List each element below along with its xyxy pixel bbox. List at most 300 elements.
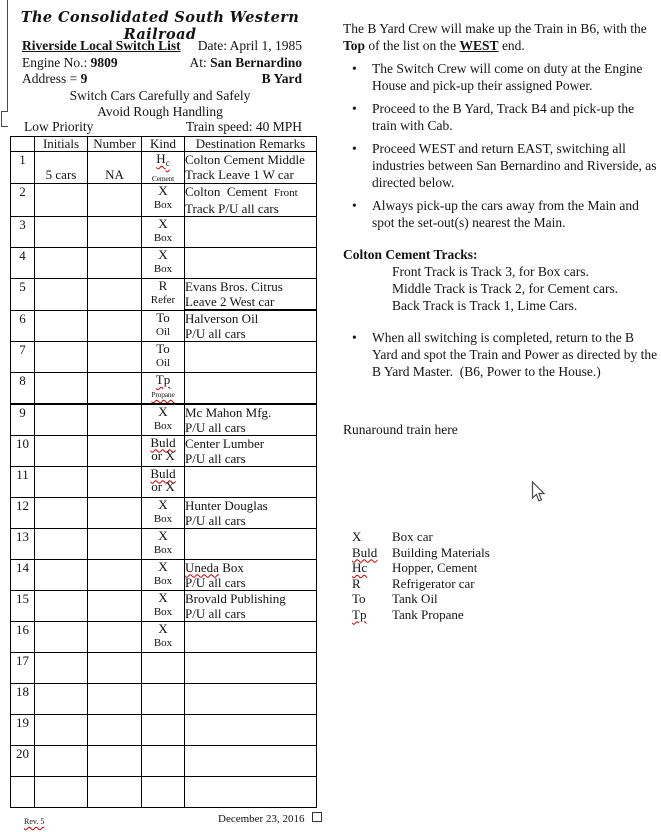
cell-kind xyxy=(142,373,185,404)
text-segment: H xyxy=(156,151,166,166)
destination-line xyxy=(185,591,316,606)
cell-destination xyxy=(185,497,317,528)
text-segment: Cement xyxy=(151,174,175,183)
colton-line: Front Track is Track 3, for Box cars. xyxy=(392,264,589,279)
text-segment: X xyxy=(158,621,168,636)
destination-line xyxy=(185,560,316,575)
text-segment: Colton Cement Middle xyxy=(185,152,305,167)
colton-lines xyxy=(343,263,659,314)
cell-line-number: 1 xyxy=(11,152,35,184)
column-header: Kind xyxy=(142,137,185,152)
legend-row xyxy=(352,576,490,592)
header-row-engine-at xyxy=(22,55,304,72)
text-segment: X xyxy=(158,497,168,512)
destination-line xyxy=(185,436,316,451)
text-segment: X xyxy=(158,559,168,574)
legend-code-cell xyxy=(352,529,392,545)
kind-line xyxy=(142,498,184,511)
cell-number xyxy=(88,373,142,404)
kind-line xyxy=(142,197,184,212)
cell-initials xyxy=(35,342,88,373)
cell-kind xyxy=(142,528,185,559)
cell-kind xyxy=(142,714,185,745)
kind-line xyxy=(142,560,184,573)
colton-line: Back Track is Track 1, Lime Cars. xyxy=(392,298,578,313)
table-row xyxy=(11,683,317,714)
destination-line xyxy=(185,326,316,341)
cell-line-number: 12 xyxy=(11,497,35,528)
kind-line xyxy=(142,279,184,292)
legend-label: Box car xyxy=(392,529,433,544)
runaround-note: Runaround train here xyxy=(343,422,458,437)
text-segment: X xyxy=(158,590,168,605)
legend-code: To xyxy=(352,591,366,606)
text-segment: To xyxy=(156,310,170,325)
cell-kind xyxy=(142,152,185,184)
cell-destination xyxy=(185,311,317,342)
text-segment: Buld xyxy=(150,466,176,481)
table-row xyxy=(11,217,317,248)
cell-initials xyxy=(35,745,88,776)
cell-destination xyxy=(185,590,317,621)
destination-line xyxy=(185,294,316,310)
text-segment: Box xyxy=(153,419,173,432)
cell-initials xyxy=(35,528,88,559)
cell-line-number: 3 xyxy=(11,217,35,248)
bullet-list xyxy=(343,60,659,231)
cell-kind xyxy=(142,497,185,528)
kind-line xyxy=(142,324,184,339)
kind-line xyxy=(142,449,184,462)
train-speed: Train speed: 40 MPH xyxy=(185,119,302,134)
cell-line-number: 7 xyxy=(11,342,35,373)
cell-destination xyxy=(185,652,317,683)
kind-line xyxy=(142,311,184,324)
table-row xyxy=(11,152,317,184)
small-square-marker xyxy=(312,812,322,822)
cell-destination xyxy=(185,184,317,217)
legend-label: Refrigerator car xyxy=(392,575,475,591)
cell-line-number: 5 xyxy=(11,279,35,311)
colton-heading: Colton Cement Tracks: xyxy=(343,247,478,262)
cell-destination xyxy=(185,714,317,745)
table-row xyxy=(11,497,317,528)
cell-number xyxy=(88,683,142,714)
text-segment: Box xyxy=(153,574,173,587)
date-line: Date: April 1, 1985 xyxy=(197,38,302,53)
kind-line xyxy=(142,405,184,418)
kind-line xyxy=(142,635,184,650)
cell-kind xyxy=(142,404,185,436)
text-segment: Track P/U all cars xyxy=(185,201,279,216)
kind-line xyxy=(142,152,184,170)
cell-initials xyxy=(35,311,88,342)
railroad-title: The Consolidated South Western Railroad xyxy=(20,9,300,43)
cell-number xyxy=(88,559,142,590)
cell-kind xyxy=(142,184,185,217)
kind-line xyxy=(142,591,184,604)
cell-line-number: 9 xyxy=(11,404,35,436)
mouse-cursor-icon xyxy=(531,481,546,508)
kind-line xyxy=(142,480,184,493)
cell-initials xyxy=(35,404,88,436)
cell-initials xyxy=(35,248,88,279)
text-segment: Front xyxy=(273,187,298,199)
text-segment: or X xyxy=(151,447,175,463)
text-segment: Box xyxy=(218,559,244,575)
text-segment: Refer xyxy=(150,294,176,306)
destination-line xyxy=(185,575,316,590)
cell-destination xyxy=(185,466,317,497)
text-segment: Box xyxy=(153,263,173,275)
legend-label: Hopper, Cement xyxy=(392,560,478,575)
bullet-item xyxy=(343,197,659,231)
cell-number xyxy=(88,435,142,466)
cell-kind xyxy=(142,248,185,279)
cell-initials xyxy=(35,683,88,714)
text-segment: Track Leave 1 W car xyxy=(185,167,294,182)
cell-line-number: 19 xyxy=(11,714,35,745)
cell-line-number: 2 xyxy=(11,184,35,217)
cell-kind xyxy=(142,652,185,683)
text-segment: Evans Bros. Citrus xyxy=(185,279,283,294)
bullet-marker: • xyxy=(352,101,357,116)
cell-line-number: 15 xyxy=(11,590,35,621)
header-row-priority-speed xyxy=(22,119,304,136)
yard-value: B Yard xyxy=(261,71,302,86)
cell-line-number xyxy=(11,776,35,807)
address-label: Address = xyxy=(22,71,78,86)
table-row xyxy=(11,184,317,217)
cell-destination xyxy=(185,279,317,311)
legend-code: Hc xyxy=(352,560,368,575)
legend-row xyxy=(352,560,490,576)
column-header: Destination Remarks xyxy=(185,137,317,152)
bullet-text: Proceed to the B Yard, Track B4 and pick-up the train with Cab. xyxy=(372,101,638,133)
bullet-item xyxy=(343,100,659,134)
text-segment: The B Yard Crew will make up the Train in B6, with the xyxy=(343,21,647,36)
kind-line xyxy=(142,604,184,619)
cell-kind xyxy=(142,466,185,497)
cell-line-number: 16 xyxy=(11,621,35,652)
final-bullet-item xyxy=(343,329,659,380)
cell-destination xyxy=(185,683,317,714)
cell-initials xyxy=(35,776,88,807)
table-row xyxy=(11,435,317,466)
text-segment: Center Lumber xyxy=(185,435,265,451)
cell-number xyxy=(88,217,142,248)
cell-kind xyxy=(142,559,185,590)
cell-line-number: 20 xyxy=(11,745,35,776)
cell-kind xyxy=(142,217,185,248)
cell-line-number: 13 xyxy=(11,528,35,559)
cell-number: NA xyxy=(88,152,142,184)
cell-kind xyxy=(142,311,185,342)
cell-line-number: 4 xyxy=(11,248,35,279)
cell-number xyxy=(88,776,142,807)
bullet-marker: • xyxy=(352,330,357,345)
cell-number xyxy=(88,311,142,342)
legend-row xyxy=(352,529,490,545)
cell-initials xyxy=(35,217,88,248)
margin-marker xyxy=(1,111,8,127)
column-header: Initials xyxy=(35,137,88,152)
cell-line-number: 11 xyxy=(11,466,35,497)
footer-date: December 23, 2016 xyxy=(218,813,305,825)
text-segment: Colton Cement xyxy=(185,184,274,199)
legend-code-cell xyxy=(352,607,392,623)
destination-line xyxy=(185,279,316,294)
text-segment: Halverson Oil xyxy=(185,311,259,326)
cell-kind xyxy=(142,342,185,373)
text-segment: To xyxy=(156,341,170,356)
text-segment: WEST xyxy=(459,38,499,53)
text-segment: Leave 2 West car xyxy=(185,294,316,310)
cell-kind xyxy=(142,621,185,652)
text-segment: Top xyxy=(343,38,366,53)
text-segment: Mc Mahon Mfg. xyxy=(185,404,272,420)
cell-kind xyxy=(142,279,185,311)
column-header: Number xyxy=(88,137,142,152)
cell-destination xyxy=(185,621,317,652)
legend-row xyxy=(352,591,490,607)
cell-destination xyxy=(185,745,317,776)
legend-row xyxy=(352,545,490,561)
cell-kind xyxy=(142,745,185,776)
cell-number xyxy=(88,184,142,217)
text-segment: Box xyxy=(153,543,173,556)
table-row xyxy=(11,621,317,652)
switch-list-table xyxy=(10,136,317,808)
legend-code: Tp xyxy=(352,606,367,622)
text-segment: X xyxy=(158,216,168,231)
cell-initials xyxy=(35,714,88,745)
table-row xyxy=(11,559,317,590)
instructions-panel xyxy=(343,20,659,438)
legend-code-cell xyxy=(352,591,392,607)
address-line xyxy=(22,71,87,87)
table-row xyxy=(11,404,317,436)
kind-line xyxy=(142,217,184,230)
destination-line xyxy=(185,152,316,167)
text-segment: Box xyxy=(153,199,173,211)
text-segment: Box xyxy=(153,605,173,618)
destination-line xyxy=(185,405,316,420)
kind-line xyxy=(142,342,184,355)
table-row xyxy=(11,311,317,342)
cell-destination xyxy=(185,248,317,279)
destination-line xyxy=(185,606,316,621)
kind-line xyxy=(142,230,184,245)
text-segment: Hunter Douglas xyxy=(185,497,268,513)
table-row xyxy=(11,466,317,497)
cell-number xyxy=(88,342,142,373)
legend-row xyxy=(352,607,490,623)
address-value: 9 xyxy=(80,71,88,86)
cell-initials xyxy=(35,559,88,590)
cell-line-number: 14 xyxy=(11,559,35,590)
bullet-text: Always pick-up the cars away from the Main and spot the set-out(s) nearest the Main. xyxy=(372,198,643,230)
cell-destination xyxy=(185,776,317,807)
cell-destination xyxy=(185,528,317,559)
text-segment: Buld xyxy=(150,435,176,450)
table-row xyxy=(11,279,317,311)
legend-label: Tank Propane xyxy=(392,606,464,622)
bullet-marker: • xyxy=(352,61,357,76)
bullet-marker: • xyxy=(352,198,357,213)
car-type-legend xyxy=(352,529,490,622)
destination-line xyxy=(185,201,316,216)
switch-table-body xyxy=(11,152,317,808)
cell-initials xyxy=(35,373,88,404)
legend-code: R xyxy=(352,575,361,591)
kind-line xyxy=(142,261,184,276)
destination-line xyxy=(185,184,316,201)
kind-line xyxy=(142,170,184,183)
text-segment: P/U all cars xyxy=(185,450,246,466)
cell-initials xyxy=(35,466,88,497)
cell-initials xyxy=(35,279,88,311)
kind-line xyxy=(142,248,184,261)
text-segment: Box xyxy=(153,636,173,649)
text-segment: X xyxy=(158,528,168,543)
kind-line xyxy=(142,511,184,526)
switch-table-head xyxy=(11,137,317,152)
intro-paragraph xyxy=(343,20,659,54)
destination-line xyxy=(185,420,316,435)
cell-initials xyxy=(35,435,88,466)
cell-number xyxy=(88,652,142,683)
kind-line xyxy=(142,373,184,386)
cell-number xyxy=(88,466,142,497)
text-segment: Box xyxy=(153,512,173,525)
legend-code-cell xyxy=(352,560,392,576)
text-segment: P/U all cars xyxy=(185,326,246,341)
cell-line-number: 10 xyxy=(11,435,35,466)
cell-number xyxy=(88,404,142,436)
kind-line xyxy=(142,386,184,399)
cell-kind xyxy=(142,590,185,621)
cell-number xyxy=(88,248,142,279)
table-row xyxy=(11,248,317,279)
priority-label: Low Priority xyxy=(24,119,94,134)
text-segment: end. xyxy=(498,38,525,53)
text-segment: X xyxy=(158,247,168,262)
table-row xyxy=(11,342,317,373)
bullet-item xyxy=(343,140,659,191)
cell-destination xyxy=(185,373,317,404)
cell-number xyxy=(88,497,142,528)
destination-line xyxy=(185,167,316,182)
cell-kind xyxy=(142,435,185,466)
colton-line: Middle Track is Track 2, for Cement cars. xyxy=(392,281,619,296)
text-segment: Propane xyxy=(151,390,175,399)
cell-initials xyxy=(35,184,88,217)
text-segment: Oil xyxy=(155,357,171,369)
cell-initials xyxy=(35,621,88,652)
engine-value: 9809 xyxy=(90,55,118,70)
cell-number xyxy=(88,714,142,745)
text-segment: Uneda xyxy=(185,559,219,575)
kind-line xyxy=(142,529,184,542)
text-segment: Box xyxy=(153,232,173,244)
table-row xyxy=(11,373,317,404)
table-header-row xyxy=(11,137,317,152)
table-row xyxy=(11,745,317,776)
cell-destination xyxy=(185,435,317,466)
kind-line xyxy=(142,542,184,557)
engine-label: Engine No.: xyxy=(22,55,88,70)
cell-destination xyxy=(185,217,317,248)
text-segment: Oil xyxy=(155,326,171,338)
at-label: At: xyxy=(189,55,207,70)
cell-kind xyxy=(142,683,185,714)
table-row xyxy=(11,776,317,807)
text-segment: c xyxy=(165,158,170,168)
legend-label: Tank Oil xyxy=(392,591,438,606)
text-segment: or X xyxy=(151,478,175,494)
cell-destination xyxy=(185,152,317,184)
bullet-item xyxy=(343,60,659,94)
cell-initials: 5 cars xyxy=(35,152,88,184)
kind-line xyxy=(142,292,184,307)
header-row-title-date xyxy=(22,38,304,55)
cell-destination xyxy=(185,404,317,436)
cell-number xyxy=(88,745,142,776)
table-row xyxy=(11,714,317,745)
cell-initials xyxy=(35,590,88,621)
text-segment: R xyxy=(158,278,168,293)
text-segment: X xyxy=(158,403,168,419)
cell-line-number: 6 xyxy=(11,311,35,342)
at-value: San Bernardino xyxy=(210,55,302,70)
final-bullet-text: When all switching is completed, return to the B Yard and spot the Train and Power as directed by the B Yard Master. (B6, Power to the House.) xyxy=(372,330,661,379)
footer-revision: Rev. 5 xyxy=(24,817,45,826)
cell-line-number: 8 xyxy=(11,373,35,404)
header-row-address-yard xyxy=(22,71,304,88)
cell-destination xyxy=(185,559,317,590)
cell-number xyxy=(88,621,142,652)
legend-code: Buld xyxy=(352,544,378,560)
table-row xyxy=(11,528,317,559)
cell-line-number: 17 xyxy=(11,652,35,683)
kind-line xyxy=(142,573,184,588)
column-header xyxy=(11,137,35,152)
destination-line xyxy=(185,311,316,326)
bullet-marker: • xyxy=(352,141,357,156)
kind-line xyxy=(142,418,184,433)
kind-line xyxy=(142,355,184,370)
at-line xyxy=(189,55,302,71)
legend-code: X xyxy=(352,529,362,544)
cell-number xyxy=(88,528,142,559)
text-segment: P/U all cars xyxy=(185,605,246,621)
engine-line xyxy=(22,55,118,71)
cell-number xyxy=(88,590,142,621)
table-row xyxy=(11,652,317,683)
destination-line xyxy=(185,451,316,466)
bullet-text: The Switch Crew will come on duty at the Engine House and pick-up their assigned Power. xyxy=(372,61,646,93)
table-row xyxy=(11,590,317,621)
kind-line xyxy=(142,622,184,635)
legend-code-cell xyxy=(352,576,392,592)
legend-code-cell xyxy=(352,545,392,561)
list-title: Riverside Local Switch List xyxy=(22,38,181,53)
bullet-text: Proceed WEST and return EAST, switching all industries between San Bernardino and Riverside, as directed below. xyxy=(372,141,660,190)
cell-number xyxy=(88,279,142,311)
cell-initials xyxy=(35,497,88,528)
kind-line xyxy=(142,184,184,197)
